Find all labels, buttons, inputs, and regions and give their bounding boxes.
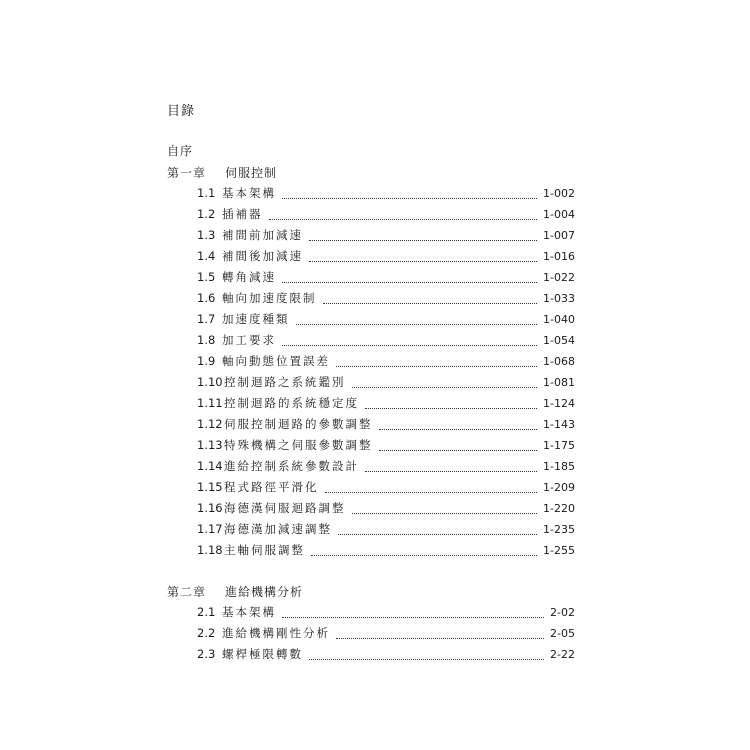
toc-entry bbox=[197, 521, 575, 542]
section-title: 海德漢加減速調整 bbox=[224, 522, 332, 536]
dot-leader bbox=[269, 218, 538, 220]
section-number: 1.7 bbox=[197, 312, 216, 326]
section-number: 1.5 bbox=[197, 270, 216, 284]
dot-leader bbox=[379, 449, 538, 451]
toc-entry bbox=[197, 458, 575, 479]
section-number: 1.16 bbox=[197, 501, 223, 515]
section-title: 進給控制系統參數設計 bbox=[224, 459, 359, 473]
preface-entry: 自序 bbox=[167, 144, 194, 158]
toc-entry bbox=[197, 604, 575, 625]
toc-entry bbox=[197, 332, 575, 353]
toc-entry bbox=[197, 395, 575, 416]
page-number: 1-002 bbox=[543, 187, 575, 200]
section-title: 加工要求 bbox=[222, 333, 276, 347]
chapter-number: 第二章 bbox=[167, 585, 207, 599]
toc-entry bbox=[197, 227, 575, 248]
toc-entry bbox=[197, 353, 575, 374]
section-title: 控制迴路的系統穩定度 bbox=[224, 396, 359, 410]
dot-leader bbox=[309, 239, 537, 241]
page-number: 1-054 bbox=[543, 334, 575, 347]
page-number: 1-185 bbox=[543, 460, 575, 473]
dot-leader bbox=[365, 470, 537, 472]
page-number: 1-081 bbox=[543, 376, 575, 389]
toc-entry bbox=[197, 500, 575, 521]
section-title: 海德漢伺服迴路調整 bbox=[224, 501, 346, 515]
section-title: 補間後加減速 bbox=[222, 249, 303, 263]
section-number: 2.3 bbox=[197, 647, 216, 661]
toc-title: 目錄 bbox=[167, 104, 196, 119]
section-number: 1.18 bbox=[197, 543, 223, 557]
section-number: 2.1 bbox=[197, 605, 216, 619]
page-number: 1-143 bbox=[543, 418, 575, 431]
chapter-heading bbox=[167, 164, 277, 181]
toc-entry bbox=[197, 416, 575, 437]
toc-entry bbox=[197, 437, 575, 458]
section-title: 特殊機構之伺服參數調整 bbox=[224, 438, 373, 452]
section-title: 伺服控制迴路的參數調整 bbox=[224, 417, 373, 431]
section-number: 1.6 bbox=[197, 291, 216, 305]
dot-leader bbox=[338, 533, 537, 535]
dot-leader bbox=[336, 365, 537, 367]
chapter-title: 伺服控制 bbox=[225, 166, 278, 180]
section-title: 螺桿極限轉數 bbox=[222, 647, 303, 661]
page-number: 2-22 bbox=[550, 648, 575, 661]
dot-leader bbox=[325, 491, 538, 493]
section-number: 1.15 bbox=[197, 480, 223, 494]
section-number: 1.9 bbox=[197, 354, 216, 368]
section-number: 1.11 bbox=[197, 396, 223, 410]
section-title: 軸向加速度限制 bbox=[222, 291, 317, 305]
page-number: 1-004 bbox=[543, 208, 575, 221]
dot-leader bbox=[336, 637, 544, 639]
toc-entry bbox=[197, 206, 575, 227]
page-number: 1-007 bbox=[543, 229, 575, 242]
section-number: 1.4 bbox=[197, 249, 216, 263]
section-title: 補間前加減速 bbox=[222, 228, 303, 242]
page-number: 2-05 bbox=[550, 627, 575, 640]
toc-entry bbox=[197, 646, 575, 667]
toc-entry bbox=[197, 269, 575, 290]
section-title: 插補器 bbox=[222, 207, 263, 221]
page-number: 1-255 bbox=[543, 544, 575, 557]
chapter-title: 進給機構分析 bbox=[225, 585, 304, 599]
section-title: 轉角減速 bbox=[222, 270, 276, 284]
dot-leader bbox=[282, 344, 537, 346]
dot-leader bbox=[282, 197, 537, 199]
section-title: 控制迴路之系統鑑別 bbox=[224, 375, 346, 389]
dot-leader bbox=[296, 323, 538, 325]
dot-leader bbox=[323, 302, 538, 304]
section-number: 1.14 bbox=[197, 459, 223, 473]
toc-entry bbox=[197, 185, 575, 206]
page-number: 1-033 bbox=[543, 292, 575, 305]
page-number: 1-124 bbox=[543, 397, 575, 410]
section-number: 1.13 bbox=[197, 438, 223, 452]
toc-entry bbox=[197, 290, 575, 311]
page-number: 1-209 bbox=[543, 481, 575, 494]
page-number: 2-02 bbox=[550, 606, 575, 619]
toc-entry bbox=[197, 374, 575, 395]
chapter-heading bbox=[167, 583, 303, 600]
page-number: 1-220 bbox=[543, 502, 575, 515]
section-number: 1.12 bbox=[197, 417, 223, 431]
page-number: 1-016 bbox=[543, 250, 575, 263]
chapter-entries bbox=[197, 604, 575, 667]
section-title: 軸向動態位置誤差 bbox=[222, 354, 330, 368]
section-title: 進給機構剛性分析 bbox=[222, 626, 330, 640]
section-number: 1.17 bbox=[197, 522, 223, 536]
dot-leader bbox=[309, 658, 544, 660]
section-title: 加速度種類 bbox=[222, 312, 290, 326]
toc-entry bbox=[197, 625, 575, 646]
section-title: 程式路徑平滑化 bbox=[224, 480, 319, 494]
dot-leader bbox=[311, 554, 537, 556]
chapter-entries bbox=[197, 185, 575, 563]
section-number: 1.10 bbox=[197, 375, 223, 389]
toc-entry bbox=[197, 311, 575, 332]
toc-entry bbox=[197, 542, 575, 563]
page-number: 1-068 bbox=[543, 355, 575, 368]
section-number: 1.3 bbox=[197, 228, 216, 242]
page-number: 1-040 bbox=[543, 313, 575, 326]
dot-leader bbox=[309, 260, 537, 262]
section-number: 1.1 bbox=[197, 186, 216, 200]
dot-leader bbox=[282, 281, 537, 283]
dot-leader bbox=[352, 386, 538, 388]
toc-entry bbox=[197, 479, 575, 500]
section-title: 主軸伺服調整 bbox=[224, 543, 305, 557]
dot-leader bbox=[365, 407, 537, 409]
page-number: 1-175 bbox=[543, 439, 575, 452]
chapter-number: 第一章 bbox=[167, 166, 207, 180]
section-number: 1.2 bbox=[197, 207, 216, 221]
dot-leader bbox=[352, 512, 538, 514]
section-title: 基本架構 bbox=[222, 605, 276, 619]
section-title: 基本架構 bbox=[222, 186, 276, 200]
section-number: 2.2 bbox=[197, 626, 216, 640]
section-number: 1.8 bbox=[197, 333, 216, 347]
toc-entry bbox=[197, 248, 575, 269]
page-number: 1-022 bbox=[543, 271, 575, 284]
dot-leader bbox=[282, 616, 544, 618]
page-number: 1-235 bbox=[543, 523, 575, 536]
dot-leader bbox=[379, 428, 538, 430]
